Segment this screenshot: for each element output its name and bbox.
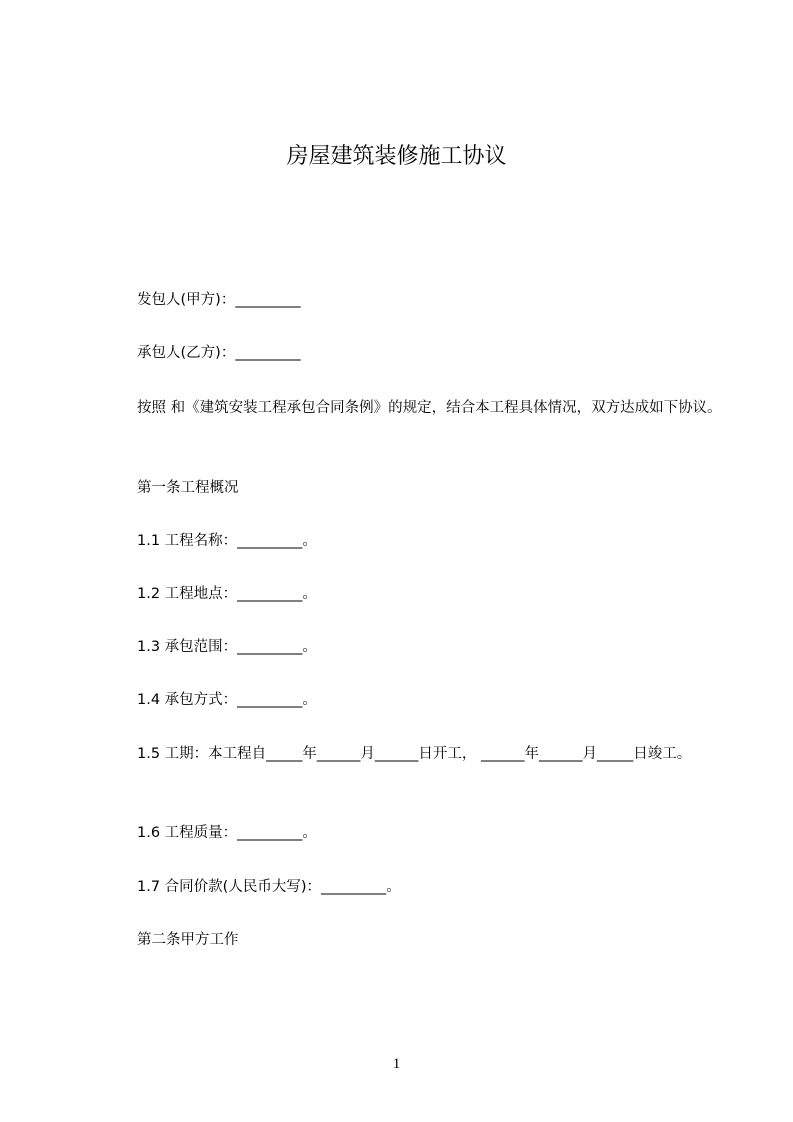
clause-1-4: 1.4 承包方式：_________。 [137, 692, 317, 708]
clause-1-5: 1.5 工期：本工程自_____年______月______日开工， ______年______月_____日竣工。 [137, 746, 692, 762]
preamble-paragraph: 按照 和《建筑安装工程承包合同条例》的规定，结合本工程具体情况，双方达成如下协议。 [137, 400, 722, 416]
clause-1-6: 1.6 工程质量：_________。 [137, 825, 317, 841]
page-number: 1 [392, 1056, 401, 1072]
clause-1-2: 1.2 工程地点：_________。 [137, 586, 317, 602]
article-2-heading: 第二条甲方工作 [137, 932, 239, 948]
clause-1-1: 1.1 工程名称：_________。 [137, 533, 317, 549]
party-a-line: 发包人(甲方)：_________ [137, 292, 301, 308]
party-b-line: 承包人(乙方)：_________ [137, 345, 301, 361]
article-1-heading: 第一条工程概况 [137, 480, 239, 496]
document-title: 房屋建筑装修施工协议 [286, 144, 507, 169]
clause-1-7: 1.7 合同价款(人民币大写)：_________。 [137, 879, 401, 895]
clause-1-3: 1.3 承包范围：_________。 [137, 639, 317, 655]
